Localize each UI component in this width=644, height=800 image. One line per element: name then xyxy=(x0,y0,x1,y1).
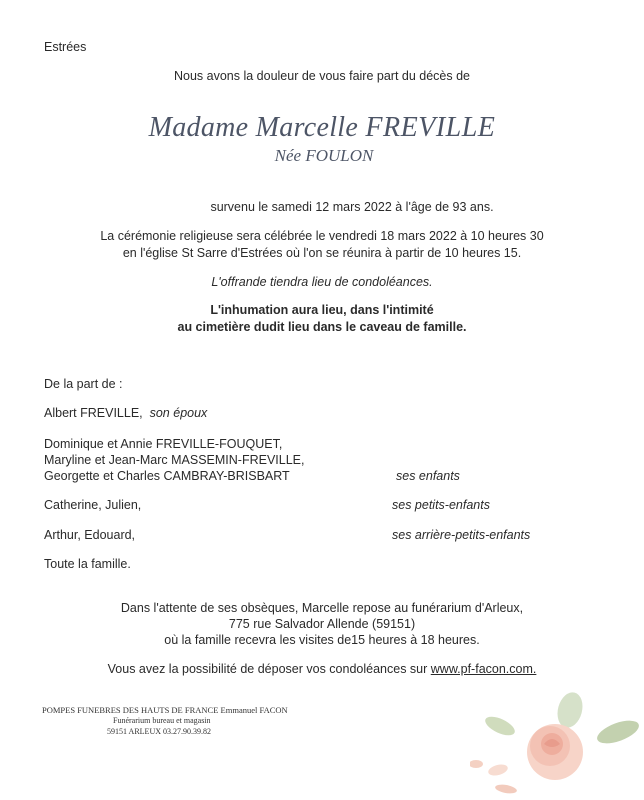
ceremony-line-2: en l'église St Sarre d'Estrées où l'on se réunira à partir de 10 heures 15. xyxy=(122,246,522,260)
grandchildren: Catherine, Julien, xyxy=(44,498,142,512)
town-name: Estrées xyxy=(44,40,87,54)
viewing-line-2: 775 rue Salvador Allende (59151) xyxy=(228,617,416,631)
great-grandchildren: Arthur, Edouard, xyxy=(44,528,136,542)
burial-line-1: L'inhumation aura lieu, dans l'intimité xyxy=(210,303,434,317)
footer-address: Funérarium bureau et magasin xyxy=(113,716,211,725)
deceased-surname: FREVILLE xyxy=(365,112,496,143)
footer-company: POMPES FUNEBRES DES HAUTS DE FRANCE Emmanuel FACON xyxy=(42,705,288,715)
child-2: Maryline et Jean-Marc MASSEMIN-FREVILLE, xyxy=(44,453,305,467)
whole-family: Toute la famille. xyxy=(44,557,131,571)
leaf-shape xyxy=(483,713,518,739)
footer-phone: 59151 ARLEUX 03.27.90.39.82 xyxy=(107,727,211,736)
condolences-line xyxy=(0,662,644,676)
offering-text: L'offrande tiendra lieu de condoléances. xyxy=(211,275,433,289)
condolences-text: Vous avez la possibilité de déposer vos condoléances sur xyxy=(107,662,431,676)
burial-line-2: au cimetière dudit lieu dans le caveau de famille. xyxy=(177,320,467,334)
grandchildren-relation: ses petits-enfants xyxy=(392,498,490,512)
spouse-name: Albert FREVILLE, xyxy=(44,406,143,420)
maiden-name: Née FOULON xyxy=(274,146,374,165)
death-info: survenu le samedi 12 mars 2022 à l'âge de 93 ans. xyxy=(210,200,494,214)
family-intro: De la part de : xyxy=(44,377,123,391)
fallen-petal xyxy=(470,760,483,768)
spouse-relation: son époux xyxy=(149,406,208,420)
children-relation: ses enfants xyxy=(396,469,460,483)
condolences-link[interactable]: www.pf-facon.com. xyxy=(430,662,537,676)
child-3: Georgette et Charles CAMBRAY-BRISBART xyxy=(44,469,290,483)
spouse-line xyxy=(44,406,207,420)
deceased-name xyxy=(0,112,644,144)
viewing-line-3: où la famille recevra les visites de15 heures à 18 heures. xyxy=(164,633,480,647)
great-grandchildren-relation: ses arrière-petits-enfants xyxy=(392,528,531,542)
leaf-shape xyxy=(594,716,642,748)
ceremony-line-1: La cérémonie religieuse sera célébrée le vendredi 18 mars 2022 à 10 heures 30 xyxy=(100,229,544,243)
rose-icon xyxy=(470,690,644,800)
fallen-petal xyxy=(494,783,517,795)
intro-text: Nous avons la douleur de vous faire part du décès de xyxy=(173,69,471,83)
child-1: Dominique et Annie FREVILLE-FOUQUET, xyxy=(44,437,283,451)
deceased-first-name: Madame Marcelle xyxy=(148,112,359,143)
fallen-petal xyxy=(487,763,509,778)
viewing-line-1: Dans l'attente de ses obsèques, Marcelle repose au funérarium d'Arleux, xyxy=(120,601,524,615)
